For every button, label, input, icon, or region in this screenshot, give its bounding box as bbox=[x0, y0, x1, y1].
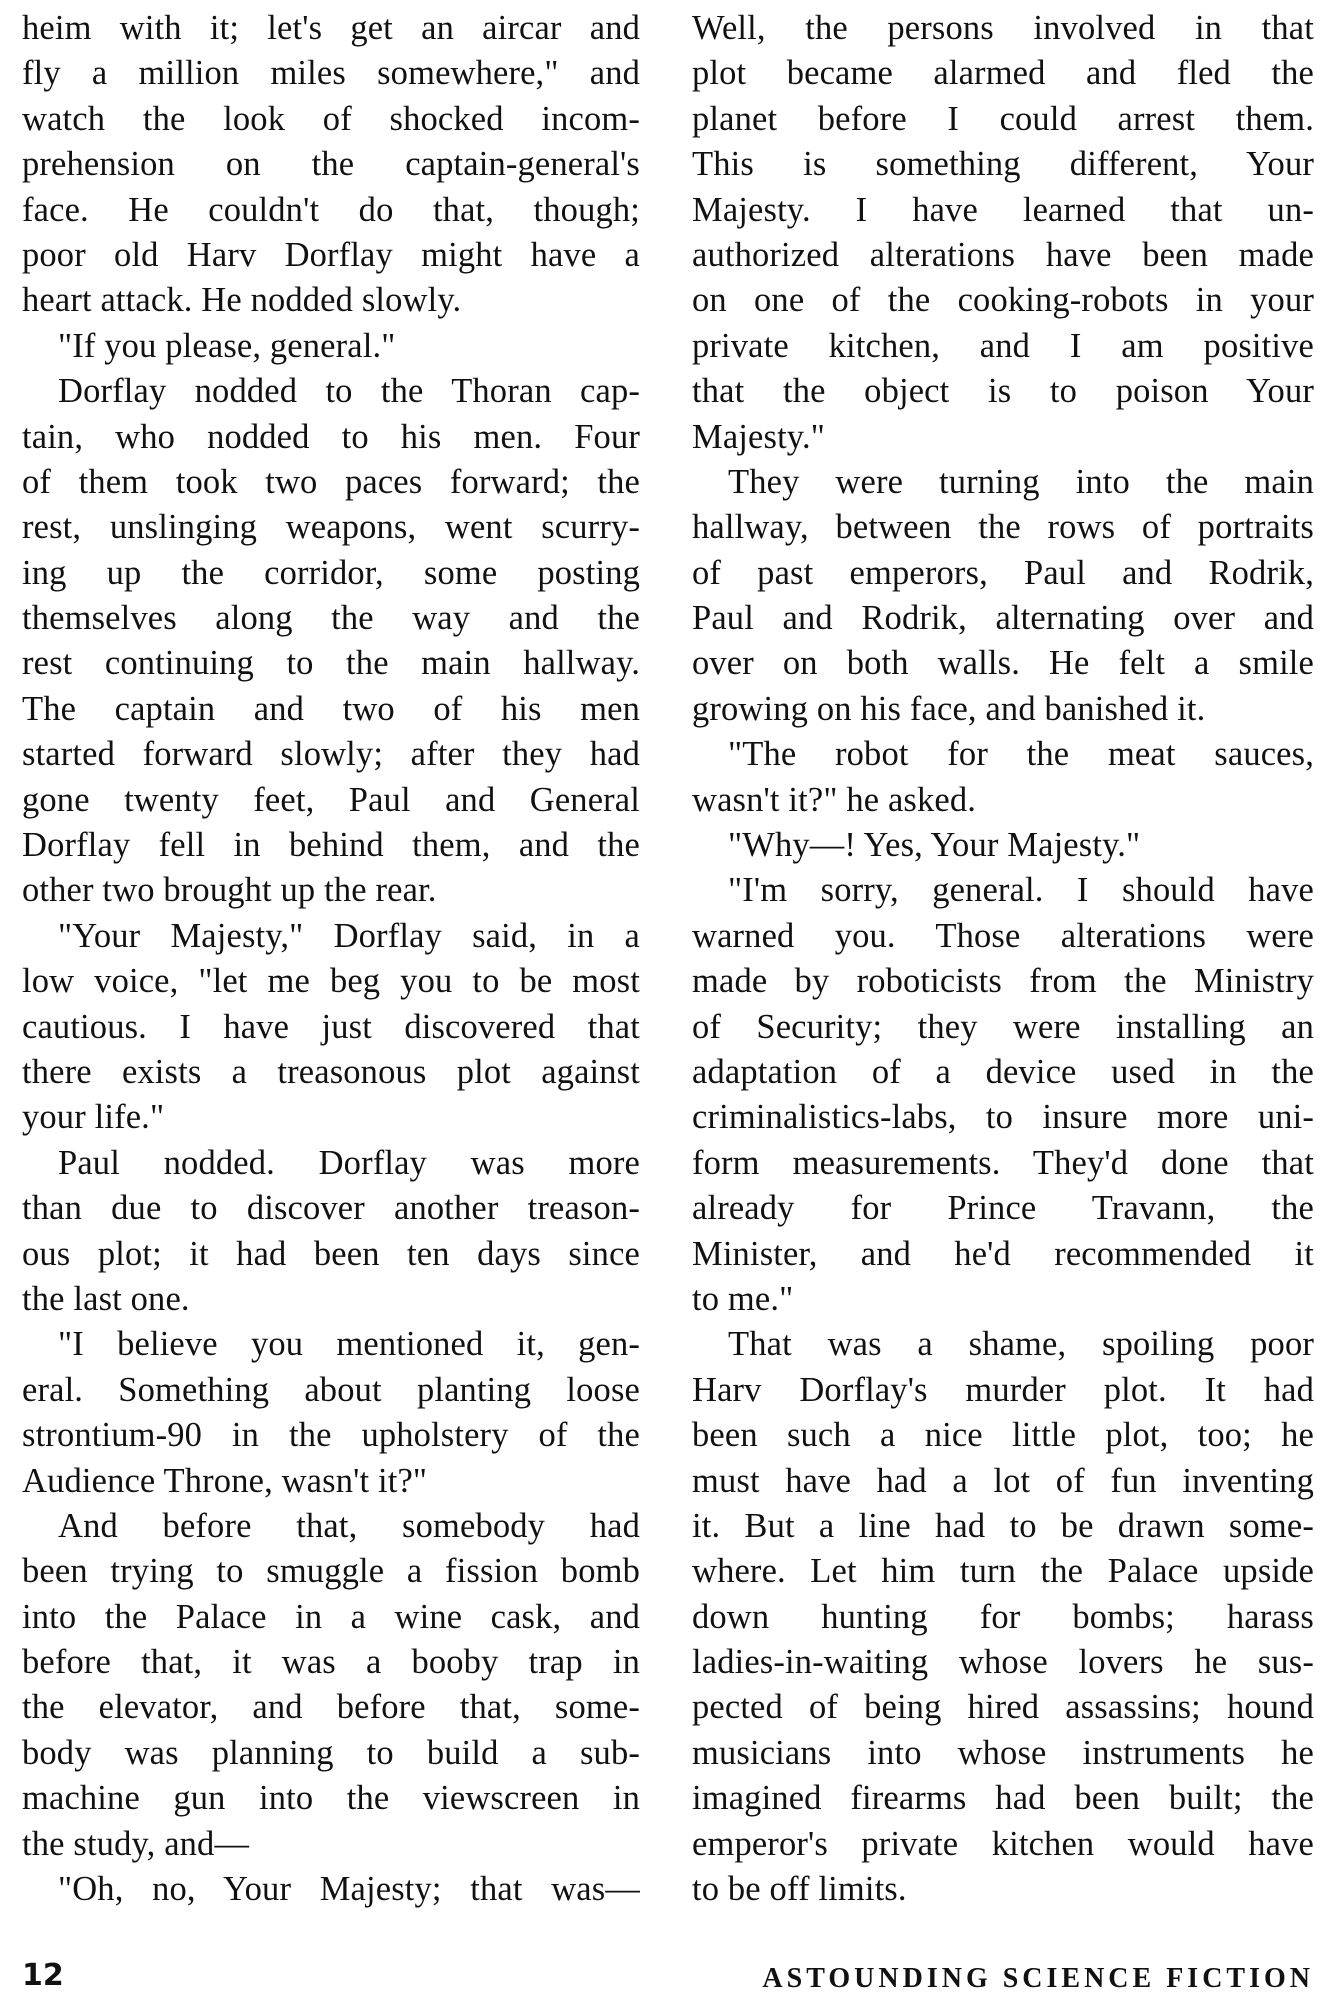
text-line: warned you. Those alterations were bbox=[692, 916, 1314, 955]
text-line: to be off limits. bbox=[692, 1870, 907, 1909]
text-line: must have had a lot of fun inventing bbox=[692, 1461, 1314, 1500]
text-line: started forward slowly; after they had bbox=[22, 735, 640, 774]
text-line: that the object is to poison Your bbox=[692, 372, 1314, 411]
text-line: the last one. bbox=[22, 1279, 190, 1318]
text-line: rest continuing to the main hallway. bbox=[22, 644, 640, 683]
text-line: machine gun into the viewscreen in bbox=[22, 1779, 640, 1818]
text-line: watch the look of shocked incom- bbox=[22, 99, 640, 138]
right-text-column bbox=[692, 6, 1314, 1912]
text-line: "Oh, no, Your Majesty; that was— bbox=[58, 1870, 640, 1909]
text-line: "The robot for the meat sauces, bbox=[728, 735, 1314, 774]
text-line: poor old Harv Dorflay might have a bbox=[22, 235, 640, 274]
text-line: it. But a line had to be drawn some- bbox=[692, 1506, 1314, 1545]
text-line: planet before I could arrest them. bbox=[692, 99, 1314, 138]
text-line: rest, unslinging weapons, went scurry- bbox=[22, 508, 640, 547]
text-line: of past emperors, Paul and Rodrik, bbox=[692, 553, 1314, 592]
text-line: This is something different, Your bbox=[692, 145, 1314, 184]
text-line: plot became alarmed and fled the bbox=[692, 54, 1314, 93]
text-line: Paul and Rodrik, alternating over and bbox=[692, 599, 1314, 638]
text-line: That was a shame, spoiling poor bbox=[728, 1325, 1314, 1364]
left-text-column bbox=[22, 6, 640, 1912]
text-line: Majesty. I have learned that un- bbox=[692, 190, 1314, 229]
text-line: over on both walls. He felt a smile bbox=[692, 644, 1314, 683]
text-line: tain, who nodded to his men. Four bbox=[22, 417, 640, 456]
text-line: been trying to smuggle a fission bomb bbox=[22, 1552, 640, 1591]
text-line: heart attack. He nodded slowly. bbox=[22, 281, 462, 320]
text-line: the study, and— bbox=[22, 1824, 250, 1863]
text-line: fly a million miles somewhere," and bbox=[22, 54, 640, 93]
text-line: face. He couldn't do that, though; bbox=[22, 190, 640, 229]
text-line: "I'm sorry, general. I should have bbox=[728, 871, 1314, 910]
text-line: Harv Dorflay's murder plot. It had bbox=[692, 1370, 1314, 1409]
text-line: prehension on the captain-general's bbox=[22, 145, 640, 184]
text-line: emperor's private kitchen would have bbox=[692, 1824, 1314, 1863]
text-line: Dorflay nodded to the Thoran cap- bbox=[58, 372, 640, 411]
text-line: criminalistics-labs, to insure more uni- bbox=[692, 1098, 1314, 1137]
text-line: ladies-in-waiting whose lovers he sus- bbox=[692, 1643, 1314, 1682]
text-line: They were turning into the main bbox=[728, 462, 1314, 501]
text-line: Dorflay fell in behind them, and the bbox=[22, 826, 640, 865]
text-line: private kitchen, and I am positive bbox=[692, 326, 1314, 365]
text-line: your life." bbox=[22, 1098, 165, 1137]
text-line: ing up the corridor, some posting bbox=[22, 553, 640, 592]
text-line: form measurements. They'd done that bbox=[692, 1143, 1314, 1182]
text-line: the elevator, and before that, some- bbox=[22, 1688, 640, 1727]
page-number: 12 bbox=[22, 1958, 64, 1993]
text-line: body was planning to build a sub- bbox=[22, 1733, 640, 1772]
text-line: already for Prince Travann, the bbox=[692, 1189, 1314, 1228]
text-line: themselves along the way and the bbox=[22, 599, 640, 638]
text-line: ous plot; it had been ten days since bbox=[22, 1234, 640, 1273]
text-line: gone twenty feet, Paul and General bbox=[22, 780, 640, 819]
text-line: where. Let him turn the Palace upside bbox=[692, 1552, 1314, 1591]
text-line: on one of the cooking-robots in your bbox=[692, 281, 1314, 320]
text-line: been such a nice little plot, too; he bbox=[692, 1416, 1314, 1455]
text-line: pected of being hired assassins; hound bbox=[692, 1688, 1314, 1727]
text-line: The captain and two of his men bbox=[22, 689, 640, 728]
text-line: And before that, somebody had bbox=[58, 1506, 640, 1545]
text-line: down hunting for bombs; harass bbox=[692, 1597, 1314, 1636]
text-line: into the Palace in a wine cask, and bbox=[22, 1597, 640, 1636]
text-line: adaptation of a device used in the bbox=[692, 1052, 1314, 1091]
text-line: Well, the persons involved in that bbox=[692, 9, 1314, 47]
text-line: there exists a treasonous plot against bbox=[22, 1052, 640, 1091]
text-line: musicians into whose instruments he bbox=[692, 1733, 1314, 1772]
text-line: than due to discover another treason- bbox=[22, 1189, 640, 1228]
text-line: hallway, between the rows of portraits bbox=[692, 508, 1314, 547]
text-line: cautious. I have just discovered that bbox=[22, 1007, 640, 1046]
text-line: of Security; they were installing an bbox=[692, 1007, 1314, 1046]
text-line: Majesty." bbox=[692, 417, 825, 456]
text-line: of them took two paces forward; the bbox=[22, 462, 640, 501]
text-line: "I believe you mentioned it, gen- bbox=[58, 1325, 640, 1364]
running-footer-title: ASTOUNDING SCIENCE FICTION bbox=[762, 1963, 1314, 1994]
text-line: before that, it was a booby trap in bbox=[22, 1643, 640, 1682]
text-line: strontium-90 in the upholstery of the bbox=[22, 1416, 640, 1455]
text-line: "Why—! Yes, Your Majesty." bbox=[728, 826, 1141, 865]
text-line: wasn't it?" he asked. bbox=[692, 780, 977, 819]
text-line: made by roboticists from the Ministry bbox=[692, 962, 1314, 1001]
text-line: imagined firearms had been built; the bbox=[692, 1779, 1314, 1818]
text-line: to me." bbox=[692, 1279, 794, 1318]
text-line: growing on his face, and banished it. bbox=[692, 689, 1206, 728]
text-line: eral. Something about planting loose bbox=[22, 1370, 640, 1409]
text-line: "If you please, general." bbox=[58, 326, 396, 365]
text-line: Audience Throne, wasn't it?" bbox=[22, 1461, 428, 1500]
text-line: low voice, "let me beg you to be most bbox=[22, 962, 640, 1001]
text-line: "Your Majesty," Dorflay said, in a bbox=[58, 916, 640, 955]
text-line: Minister, and he'd recommended it bbox=[692, 1234, 1314, 1273]
text-line: authorized alterations have been made bbox=[692, 235, 1314, 274]
text-line: other two brought up the rear. bbox=[22, 871, 437, 910]
text-line: Paul nodded. Dorflay was more bbox=[58, 1143, 640, 1182]
text-line: heim with it; let's get an aircar and bbox=[22, 9, 640, 47]
